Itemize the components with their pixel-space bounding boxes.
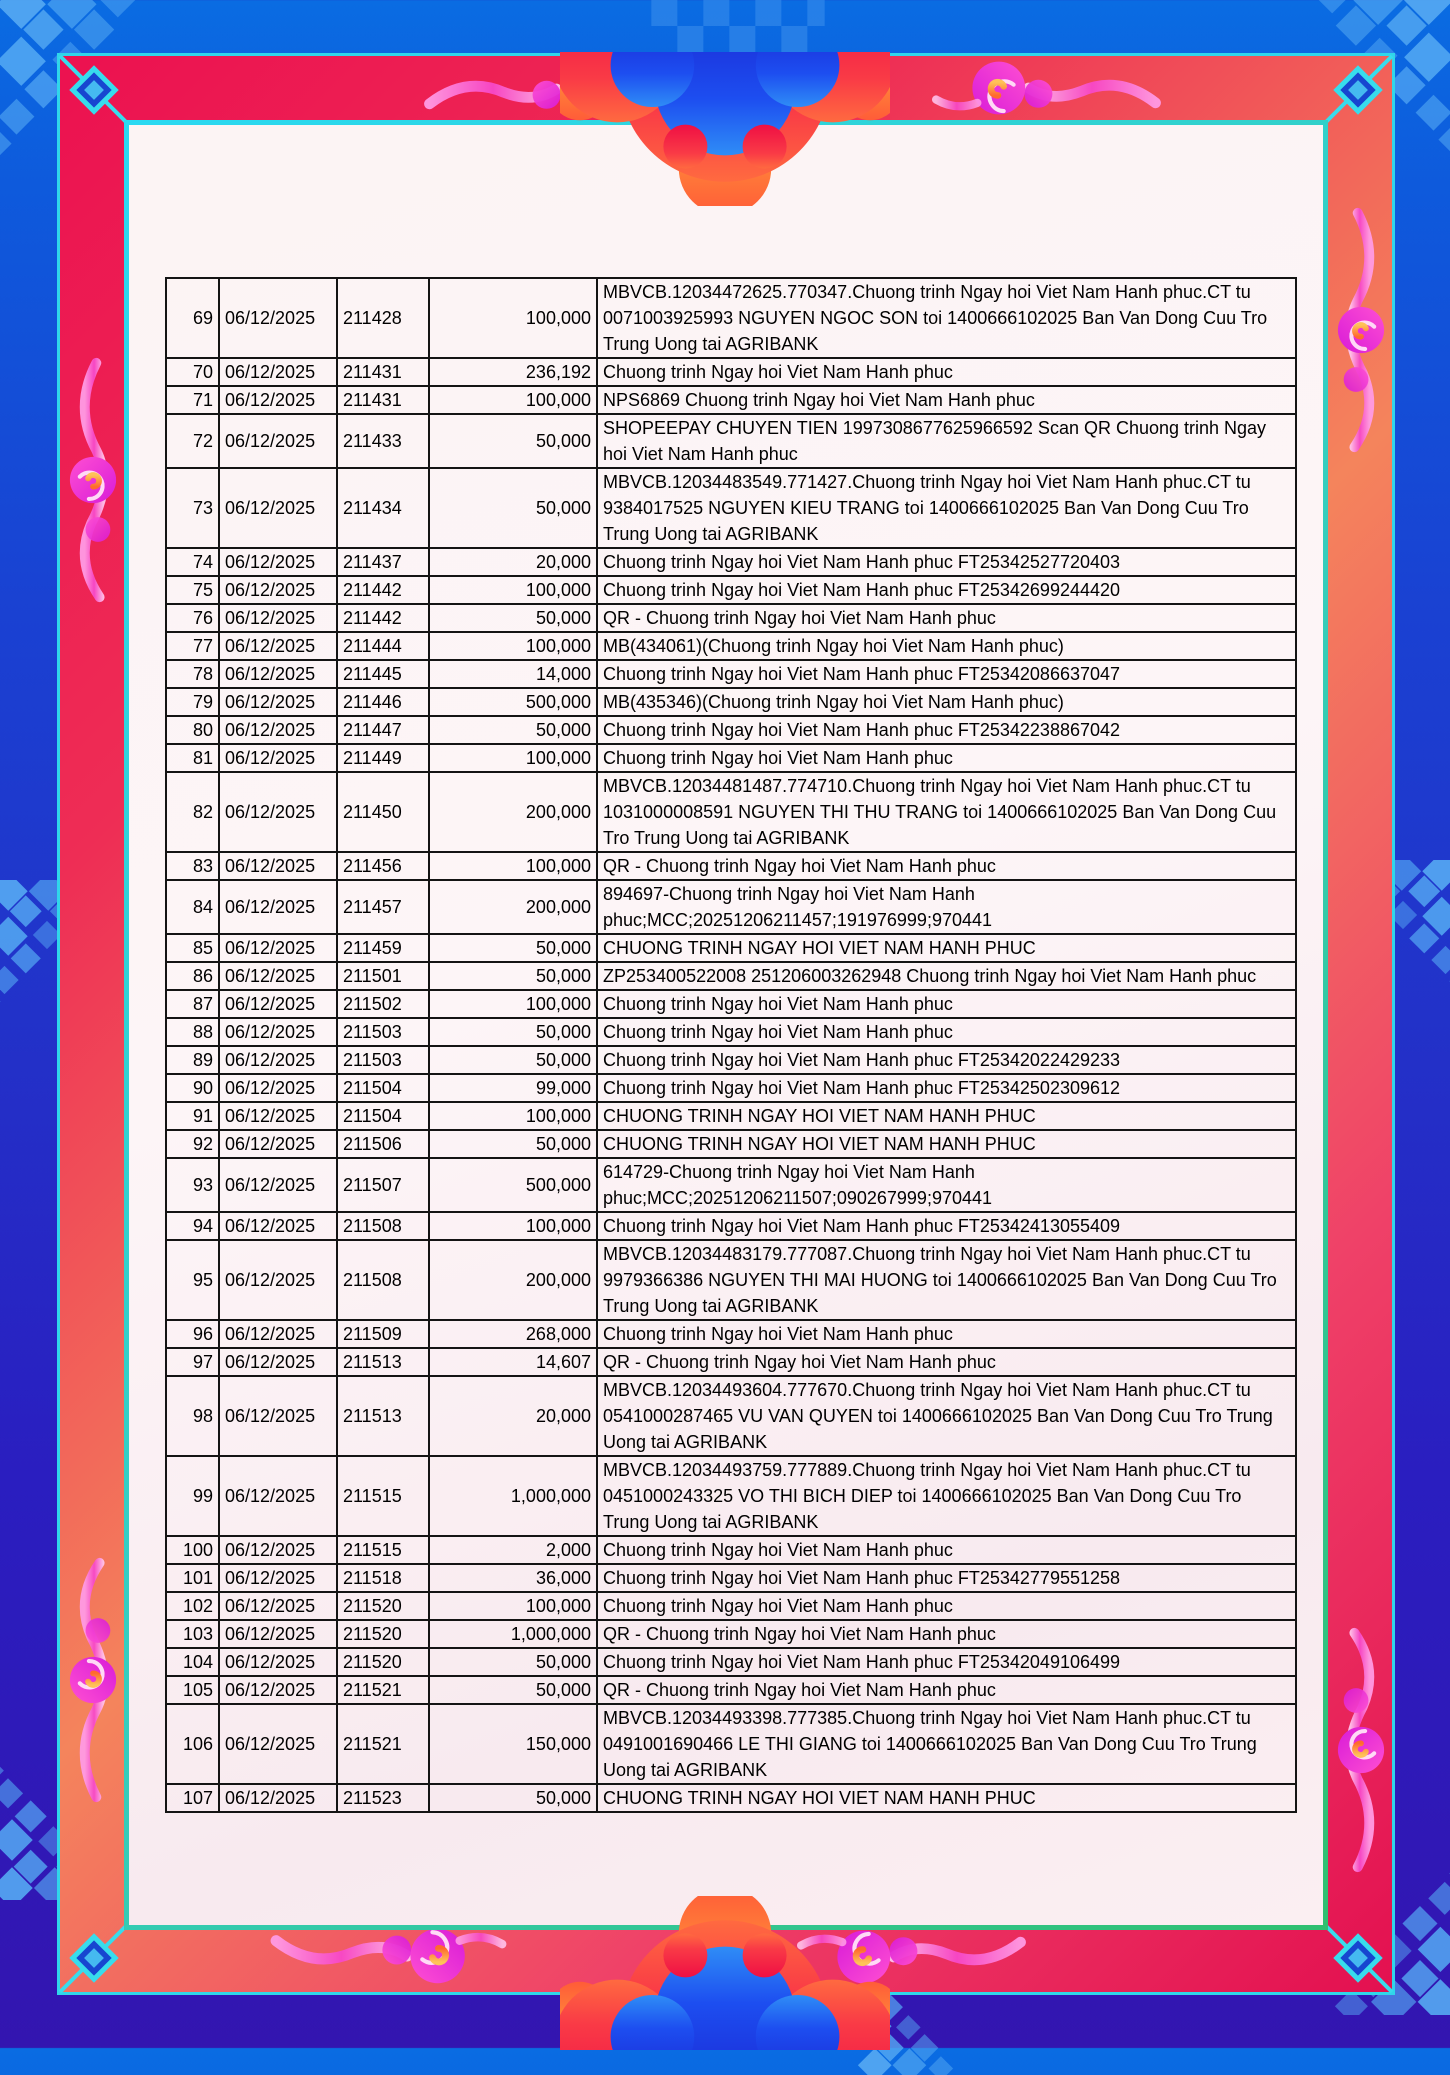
time-code-cell: 211507	[337, 1158, 429, 1212]
table-row	[166, 1564, 1296, 1592]
date-cell: 06/12/2025	[219, 1648, 337, 1676]
date-cell: 06/12/2025	[219, 1592, 337, 1620]
time-code-cell: 211437	[337, 548, 429, 576]
date-cell: 06/12/2025	[219, 414, 337, 468]
table-row	[166, 1074, 1296, 1102]
table-row	[166, 1620, 1296, 1648]
amount-cell: 200,000	[429, 1240, 597, 1320]
row-number-cell: 93	[166, 1158, 219, 1212]
description-cell: NPS6869 Chuong trinh Ngay hoi Viet Nam Hanh phuc	[597, 386, 1296, 414]
time-code-cell: 211459	[337, 934, 429, 962]
description-cell: QR - Chuong trinh Ngay hoi Viet Nam Hanh phuc	[597, 604, 1296, 632]
table-row	[166, 468, 1296, 548]
table-row	[166, 688, 1296, 716]
description-cell: Chuong trinh Ngay hoi Viet Nam Hanh phuc	[597, 744, 1296, 772]
table-row	[166, 772, 1296, 852]
time-code-cell: 211506	[337, 1130, 429, 1158]
row-number-cell: 102	[166, 1592, 219, 1620]
date-cell: 06/12/2025	[219, 1102, 337, 1130]
date-cell: 06/12/2025	[219, 744, 337, 772]
row-number-cell: 87	[166, 990, 219, 1018]
description-cell: Chuong trinh Ngay hoi Viet Nam Hanh phuc FT25342022429233	[597, 1046, 1296, 1074]
table-row	[166, 358, 1296, 386]
amount-cell: 1,000,000	[429, 1456, 597, 1536]
amount-cell: 200,000	[429, 772, 597, 852]
date-cell: 06/12/2025	[219, 1158, 337, 1212]
time-code-cell: 211521	[337, 1704, 429, 1784]
table-row	[166, 1348, 1296, 1376]
description-cell: MBVCB.12034493759.777889.Chuong trinh Ngay hoi Viet Nam Hanh phuc.CT tu 0451000243325 VO THI BICH DIEP toi 1400666102025 Ban Van Dong Cuu Tro Trung Uong tai AGRIBANK	[597, 1456, 1296, 1536]
amount-cell: 1,000,000	[429, 1620, 597, 1648]
time-code-cell: 211503	[337, 1018, 429, 1046]
amount-cell: 500,000	[429, 688, 597, 716]
amount-cell: 500,000	[429, 1158, 597, 1212]
row-number-cell: 69	[166, 278, 219, 358]
table-row	[166, 1536, 1296, 1564]
date-cell: 06/12/2025	[219, 1620, 337, 1648]
time-code-cell: 211431	[337, 358, 429, 386]
row-number-cell: 88	[166, 1018, 219, 1046]
amount-cell: 20,000	[429, 1376, 597, 1456]
time-code-cell: 211509	[337, 1320, 429, 1348]
transactions-table	[165, 277, 1297, 1813]
description-cell: MBVCB.12034483179.777087.Chuong trinh Ngay hoi Viet Nam Hanh phuc.CT tu 9979366386 NGUYEN THI MAI HUONG toi 1400666102025 Ban Van Dong Cuu Tro Trung Uong tai AGRIBANK	[597, 1240, 1296, 1320]
date-cell: 06/12/2025	[219, 1018, 337, 1046]
transactions-body	[166, 278, 1296, 1812]
row-number-cell: 70	[166, 358, 219, 386]
table-row	[166, 880, 1296, 934]
row-number-cell: 80	[166, 716, 219, 744]
description-cell: Chuong trinh Ngay hoi Viet Nam Hanh phuc	[597, 1536, 1296, 1564]
row-number-cell: 101	[166, 1564, 219, 1592]
date-cell: 06/12/2025	[219, 1704, 337, 1784]
table-row	[166, 1704, 1296, 1784]
row-number-cell: 73	[166, 468, 219, 548]
description-cell: QR - Chuong trinh Ngay hoi Viet Nam Hanh phuc	[597, 1676, 1296, 1704]
time-code-cell: 211503	[337, 1046, 429, 1074]
description-cell: Chuong trinh Ngay hoi Viet Nam Hanh phuc	[597, 990, 1296, 1018]
amount-cell: 150,000	[429, 1704, 597, 1784]
amount-cell: 100,000	[429, 632, 597, 660]
table-row	[166, 1648, 1296, 1676]
description-cell: SHOPEEPAY CHUYEN TIEN 1997308677625966592 Scan QR Chuong trinh Ngay hoi Viet Nam Hanh phuc	[597, 414, 1296, 468]
table-row	[166, 1046, 1296, 1074]
time-code-cell: 211515	[337, 1536, 429, 1564]
description-cell: QR - Chuong trinh Ngay hoi Viet Nam Hanh phuc	[597, 852, 1296, 880]
date-cell: 06/12/2025	[219, 852, 337, 880]
document-page	[129, 125, 1323, 1925]
table-row	[166, 1676, 1296, 1704]
date-cell: 06/12/2025	[219, 1456, 337, 1536]
table-row	[166, 632, 1296, 660]
description-cell: CHUONG TRINH NGAY HOI VIET NAM HANH PHUC	[597, 1102, 1296, 1130]
description-cell: ZP253400522008 251206003262948 Chuong trinh Ngay hoi Viet Nam Hanh phuc	[597, 962, 1296, 990]
amount-cell: 100,000	[429, 386, 597, 414]
amount-cell: 50,000	[429, 1676, 597, 1704]
time-code-cell: 211513	[337, 1348, 429, 1376]
amount-cell: 100,000	[429, 278, 597, 358]
row-number-cell: 77	[166, 632, 219, 660]
date-cell: 06/12/2025	[219, 468, 337, 548]
time-code-cell: 211450	[337, 772, 429, 852]
date-cell: 06/12/2025	[219, 358, 337, 386]
amount-cell: 100,000	[429, 1592, 597, 1620]
amount-cell: 50,000	[429, 468, 597, 548]
date-cell: 06/12/2025	[219, 962, 337, 990]
row-number-cell: 99	[166, 1456, 219, 1536]
description-cell: MBVCB.12034493398.777385.Chuong trinh Ngay hoi Viet Nam Hanh phuc.CT tu 0491001690466 LE THI GIANG toi 1400666102025 Ban Van Dong Cuu Tro Trung Uong tai AGRIBANK	[597, 1704, 1296, 1784]
amount-cell: 20,000	[429, 548, 597, 576]
date-cell: 06/12/2025	[219, 1240, 337, 1320]
table-row	[166, 1158, 1296, 1212]
table-row	[166, 1376, 1296, 1456]
time-code-cell: 211520	[337, 1648, 429, 1676]
row-number-cell: 76	[166, 604, 219, 632]
amount-cell: 50,000	[429, 604, 597, 632]
time-code-cell: 211515	[337, 1456, 429, 1536]
description-cell: Chuong trinh Ngay hoi Viet Nam Hanh phuc	[597, 1320, 1296, 1348]
time-code-cell: 211428	[337, 278, 429, 358]
date-cell: 06/12/2025	[219, 1564, 337, 1592]
row-number-cell: 103	[166, 1620, 219, 1648]
row-number-cell: 91	[166, 1102, 219, 1130]
date-cell: 06/12/2025	[219, 604, 337, 632]
amount-cell: 50,000	[429, 1018, 597, 1046]
row-number-cell: 107	[166, 1784, 219, 1812]
time-code-cell: 211456	[337, 852, 429, 880]
time-code-cell: 211520	[337, 1620, 429, 1648]
amount-cell: 50,000	[429, 1784, 597, 1812]
date-cell: 06/12/2025	[219, 772, 337, 852]
date-cell: 06/12/2025	[219, 548, 337, 576]
table-row	[166, 1592, 1296, 1620]
description-cell: MBVCB.12034472625.770347.Chuong trinh Ngay hoi Viet Nam Hanh phuc.CT tu 0071003925993 NGUYEN NGOC SON toi 1400666102025 Ban Van Dong Cuu Tro Trung Uong tai AGRIBANK	[597, 278, 1296, 358]
time-code-cell: 211521	[337, 1676, 429, 1704]
table-row	[166, 852, 1296, 880]
amount-cell: 36,000	[429, 1564, 597, 1592]
amount-cell: 99,000	[429, 1074, 597, 1102]
table-row	[166, 1130, 1296, 1158]
row-number-cell: 85	[166, 934, 219, 962]
description-cell: MB(434061)(Chuong trinh Ngay hoi Viet Nam Hanh phuc)	[597, 632, 1296, 660]
date-cell: 06/12/2025	[219, 386, 337, 414]
row-number-cell: 72	[166, 414, 219, 468]
time-code-cell: 211457	[337, 880, 429, 934]
amount-cell: 100,000	[429, 1102, 597, 1130]
amount-cell: 268,000	[429, 1320, 597, 1348]
date-cell: 06/12/2025	[219, 1784, 337, 1812]
amount-cell: 100,000	[429, 1212, 597, 1240]
amount-cell: 50,000	[429, 414, 597, 468]
description-cell: MB(435346)(Chuong trinh Ngay hoi Viet Nam Hanh phuc)	[597, 688, 1296, 716]
description-cell: 894697-Chuong trinh Ngay hoi Viet Nam Hanh phuc;MCC;20251206211457;191976999;970441	[597, 880, 1296, 934]
table-row	[166, 414, 1296, 468]
row-number-cell: 97	[166, 1348, 219, 1376]
row-number-cell: 96	[166, 1320, 219, 1348]
date-cell: 06/12/2025	[219, 1376, 337, 1456]
time-code-cell: 211445	[337, 660, 429, 688]
date-cell: 06/12/2025	[219, 1320, 337, 1348]
inner-border	[124, 120, 1328, 1930]
description-cell: Chuong trinh Ngay hoi Viet Nam Hanh phuc	[597, 1018, 1296, 1046]
row-number-cell: 84	[166, 880, 219, 934]
date-cell: 06/12/2025	[219, 576, 337, 604]
row-number-cell: 95	[166, 1240, 219, 1320]
time-code-cell: 211508	[337, 1240, 429, 1320]
row-number-cell: 94	[166, 1212, 219, 1240]
time-code-cell: 211501	[337, 962, 429, 990]
time-code-cell: 211513	[337, 1376, 429, 1456]
time-code-cell: 211449	[337, 744, 429, 772]
time-code-cell: 211442	[337, 576, 429, 604]
table-row	[166, 278, 1296, 358]
amount-cell: 50,000	[429, 1648, 597, 1676]
row-number-cell: 83	[166, 852, 219, 880]
amount-cell: 100,000	[429, 744, 597, 772]
description-cell: QR - Chuong trinh Ngay hoi Viet Nam Hanh phuc	[597, 1620, 1296, 1648]
time-code-cell: 211504	[337, 1074, 429, 1102]
date-cell: 06/12/2025	[219, 1348, 337, 1376]
date-cell: 06/12/2025	[219, 990, 337, 1018]
date-cell: 06/12/2025	[219, 934, 337, 962]
time-code-cell: 211504	[337, 1102, 429, 1130]
date-cell: 06/12/2025	[219, 660, 337, 688]
time-code-cell: 211446	[337, 688, 429, 716]
description-cell: CHUONG TRINH NGAY HOI VIET NAM HANH PHUC	[597, 1784, 1296, 1812]
time-code-cell: 211447	[337, 716, 429, 744]
time-code-cell: 211444	[337, 632, 429, 660]
time-code-cell: 211433	[337, 414, 429, 468]
row-number-cell: 74	[166, 548, 219, 576]
description-cell: MBVCB.12034483549.771427.Chuong trinh Ngay hoi Viet Nam Hanh phuc.CT tu 9384017525 NGUYEN KIEU TRANG toi 1400666102025 Ban Van Dong Cuu Tro Trung Uong tai AGRIBANK	[597, 468, 1296, 548]
amount-cell: 200,000	[429, 880, 597, 934]
table-row	[166, 1456, 1296, 1536]
table-row	[166, 386, 1296, 414]
amount-cell: 50,000	[429, 716, 597, 744]
row-number-cell: 105	[166, 1676, 219, 1704]
row-number-cell: 100	[166, 1536, 219, 1564]
description-cell: Chuong trinh Ngay hoi Viet Nam Hanh phuc FT25342527720403	[597, 548, 1296, 576]
description-cell: QR - Chuong trinh Ngay hoi Viet Nam Hanh phuc	[597, 1348, 1296, 1376]
checker-grid-icon	[618, 0, 858, 52]
table-row	[166, 660, 1296, 688]
row-number-cell: 104	[166, 1648, 219, 1676]
date-cell: 06/12/2025	[219, 1074, 337, 1102]
table-row	[166, 548, 1296, 576]
time-code-cell: 211523	[337, 1784, 429, 1812]
date-cell: 06/12/2025	[219, 880, 337, 934]
row-number-cell: 90	[166, 1074, 219, 1102]
time-code-cell: 211434	[337, 468, 429, 548]
date-cell: 06/12/2025	[219, 1536, 337, 1564]
time-code-cell: 211520	[337, 1592, 429, 1620]
description-cell: Chuong trinh Ngay hoi Viet Nam Hanh phuc FT25342779551258	[597, 1564, 1296, 1592]
amount-cell: 100,000	[429, 852, 597, 880]
description-cell: MBVCB.12034493604.777670.Chuong trinh Ngay hoi Viet Nam Hanh phuc.CT tu 0541000287465 VU VAN QUYEN toi 1400666102025 Ban Van Dong Cuu Tro Trung Uong tai AGRIBANK	[597, 1376, 1296, 1456]
amount-cell: 50,000	[429, 1130, 597, 1158]
amount-cell: 100,000	[429, 576, 597, 604]
time-code-cell: 211502	[337, 990, 429, 1018]
row-number-cell: 78	[166, 660, 219, 688]
row-number-cell: 75	[166, 576, 219, 604]
description-cell: CHUONG TRINH NGAY HOI VIET NAM HANH PHUC	[597, 1130, 1296, 1158]
table-row	[166, 934, 1296, 962]
date-cell: 06/12/2025	[219, 716, 337, 744]
table-row	[166, 1102, 1296, 1130]
date-cell: 06/12/2025	[219, 1046, 337, 1074]
amount-cell: 14,607	[429, 1348, 597, 1376]
row-number-cell: 79	[166, 688, 219, 716]
amount-cell: 14,000	[429, 660, 597, 688]
row-number-cell: 71	[166, 386, 219, 414]
table-row	[166, 1784, 1296, 1812]
checker-grid-icon	[600, 1996, 840, 2048]
table-row	[166, 962, 1296, 990]
time-code-cell: 211442	[337, 604, 429, 632]
table-row	[166, 990, 1296, 1018]
date-cell: 06/12/2025	[219, 688, 337, 716]
table-row	[166, 1212, 1296, 1240]
amount-cell: 236,192	[429, 358, 597, 386]
row-number-cell: 106	[166, 1704, 219, 1784]
date-cell: 06/12/2025	[219, 1212, 337, 1240]
description-cell: Chuong trinh Ngay hoi Viet Nam Hanh phuc	[597, 358, 1296, 386]
amount-cell: 50,000	[429, 934, 597, 962]
description-cell: Chuong trinh Ngay hoi Viet Nam Hanh phuc FT25342413055409	[597, 1212, 1296, 1240]
table-row	[166, 1240, 1296, 1320]
date-cell: 06/12/2025	[219, 1676, 337, 1704]
time-code-cell: 211518	[337, 1564, 429, 1592]
amount-cell: 50,000	[429, 1046, 597, 1074]
date-cell: 06/12/2025	[219, 1130, 337, 1158]
amount-cell: 2,000	[429, 1536, 597, 1564]
row-number-cell: 82	[166, 772, 219, 852]
description-cell: Chuong trinh Ngay hoi Viet Nam Hanh phuc FT25342238867042	[597, 716, 1296, 744]
description-cell: Chuong trinh Ngay hoi Viet Nam Hanh phuc FT25342699244420	[597, 576, 1296, 604]
time-code-cell: 211431	[337, 386, 429, 414]
table-row	[166, 576, 1296, 604]
row-number-cell: 86	[166, 962, 219, 990]
description-cell: Chuong trinh Ngay hoi Viet Nam Hanh phuc FT25342049106499	[597, 1648, 1296, 1676]
date-cell: 06/12/2025	[219, 278, 337, 358]
row-number-cell: 81	[166, 744, 219, 772]
description-cell: CHUONG TRINH NGAY HOI VIET NAM HANH PHUC	[597, 934, 1296, 962]
table-row	[166, 716, 1296, 744]
row-number-cell: 98	[166, 1376, 219, 1456]
description-cell: Chuong trinh Ngay hoi Viet Nam Hanh phuc FT25342086637047	[597, 660, 1296, 688]
description-cell: Chuong trinh Ngay hoi Viet Nam Hanh phuc FT25342502309612	[597, 1074, 1296, 1102]
time-code-cell: 211508	[337, 1212, 429, 1240]
table-row	[166, 1018, 1296, 1046]
description-cell: MBVCB.12034481487.774710.Chuong trinh Ngay hoi Viet Nam Hanh phuc.CT tu 1031000008591 NGUYEN THI THU TRANG toi 1400666102025 Ban Van Dong Cuu Tro Trung Uong tai AGRIBANK	[597, 772, 1296, 852]
row-number-cell: 92	[166, 1130, 219, 1158]
row-number-cell: 89	[166, 1046, 219, 1074]
description-cell: 614729-Chuong trinh Ngay hoi Viet Nam Hanh phuc;MCC;20251206211507;090267999;970441	[597, 1158, 1296, 1212]
amount-cell: 50,000	[429, 962, 597, 990]
table-row	[166, 1320, 1296, 1348]
description-cell: Chuong trinh Ngay hoi Viet Nam Hanh phuc	[597, 1592, 1296, 1620]
table-row	[166, 744, 1296, 772]
date-cell: 06/12/2025	[219, 632, 337, 660]
amount-cell: 100,000	[429, 990, 597, 1018]
table-row	[166, 604, 1296, 632]
